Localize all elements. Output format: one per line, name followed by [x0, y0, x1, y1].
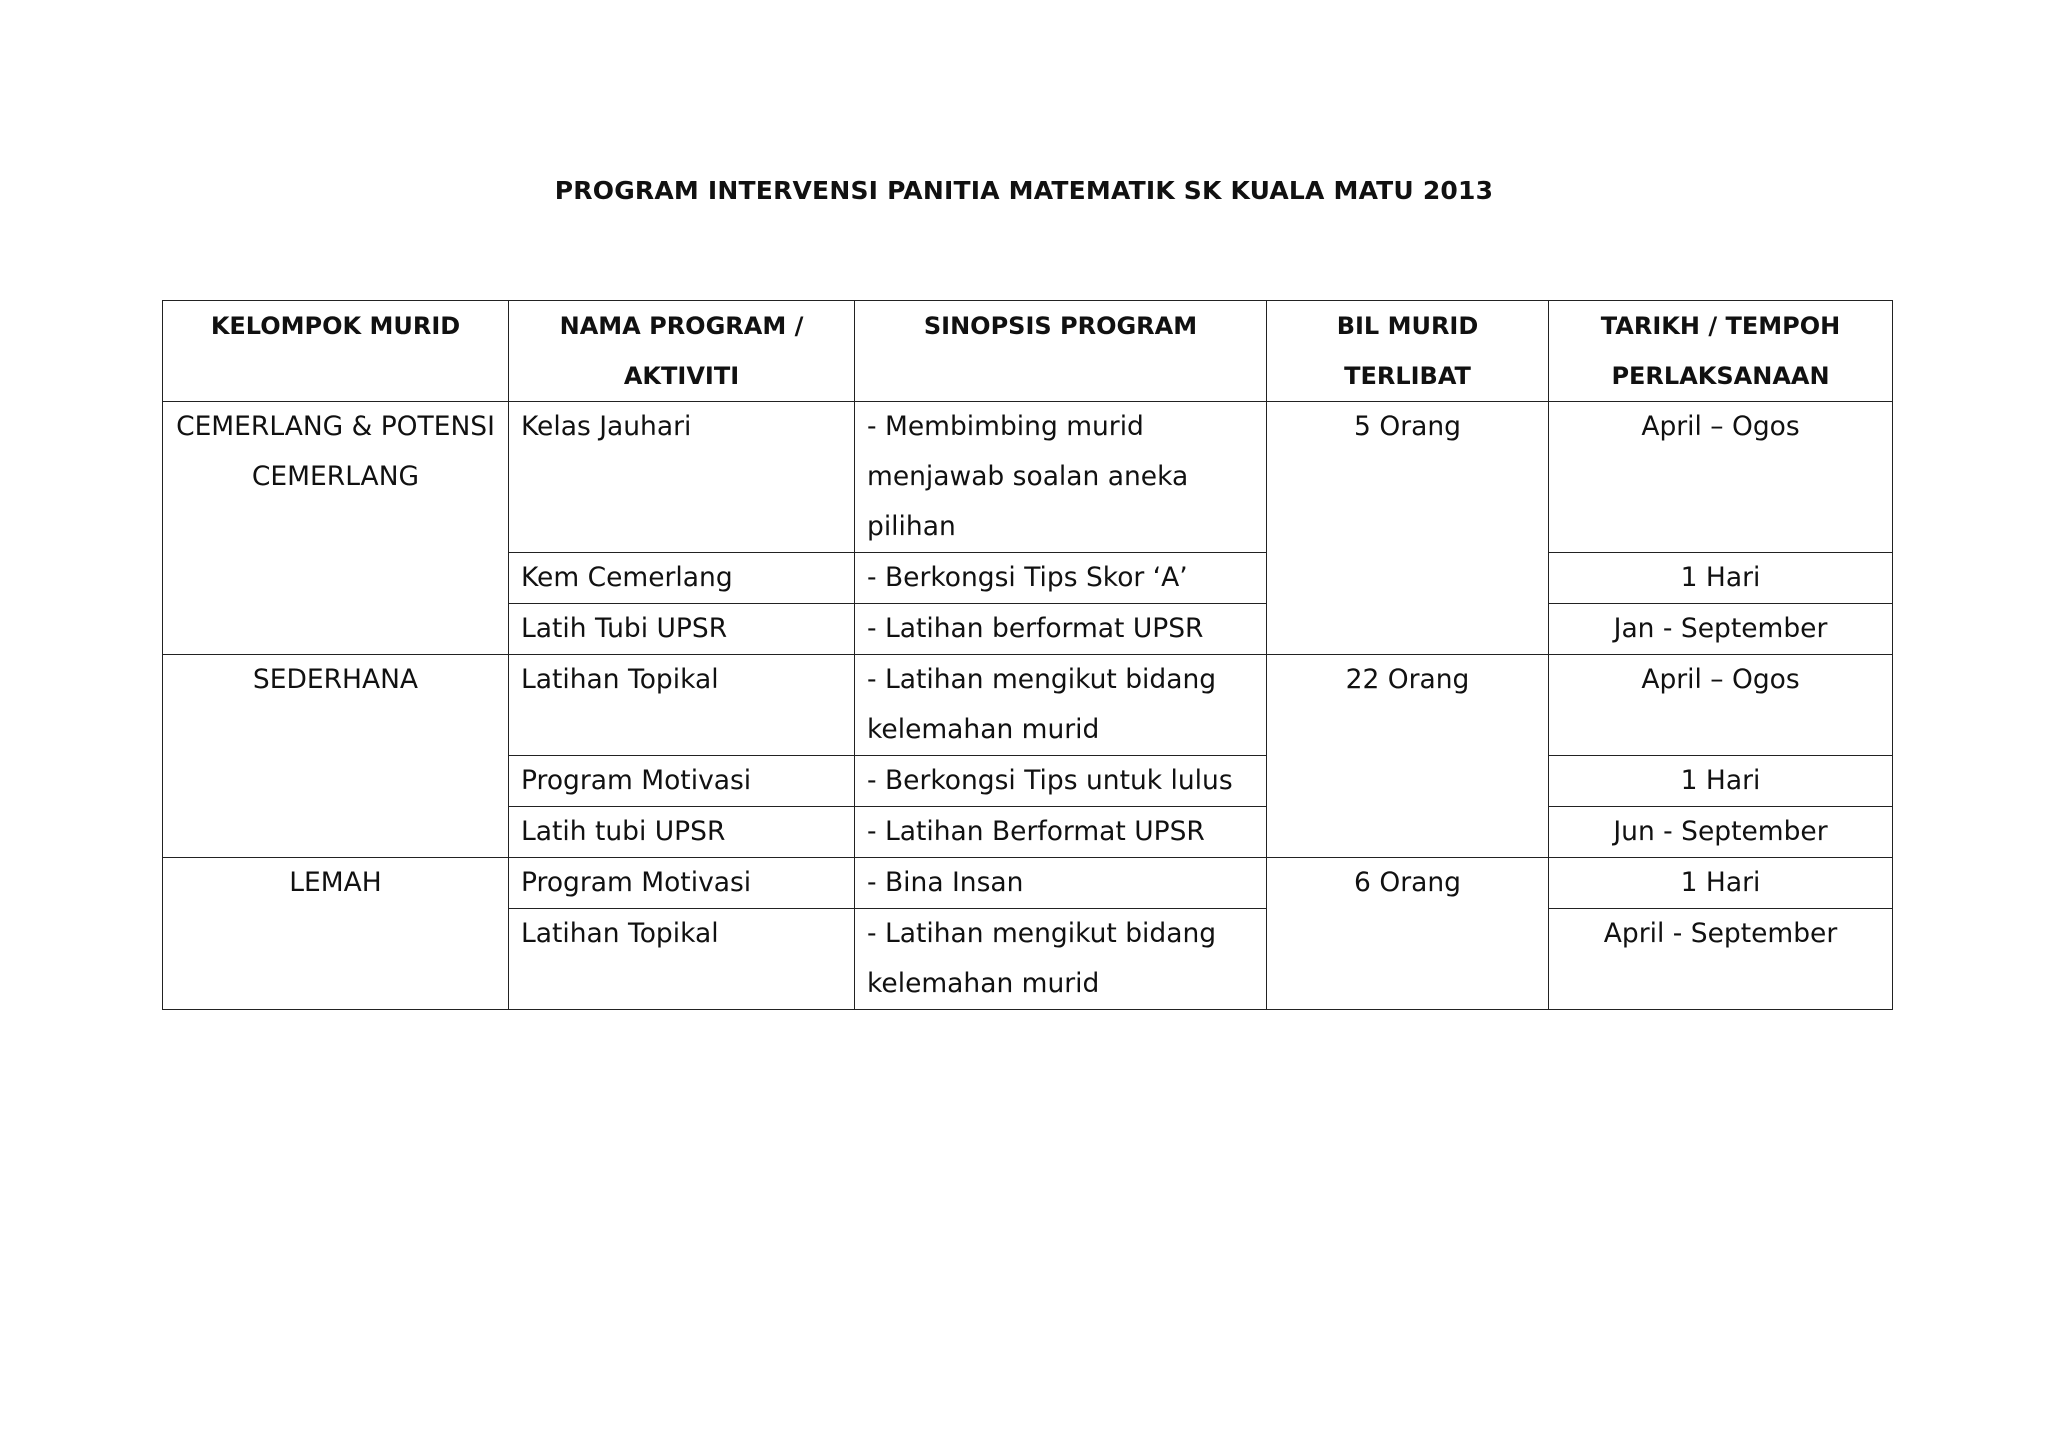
sinopsis-line: - Latihan mengikut bidang	[867, 918, 1217, 949]
tarikh-cell: Jun - September	[1549, 807, 1893, 858]
tarikh-cell: 1 Hari	[1549, 553, 1893, 604]
kelompok-cell-lemah: LEMAH	[163, 858, 509, 1010]
header-sinopsis-text: SINOPSIS PROGRAM	[923, 312, 1198, 340]
header-nama-line1: NAMA PROGRAM /	[559, 312, 804, 340]
sinopsis-cell: - Latihan Berformat UPSR	[855, 807, 1267, 858]
bil-murid-cell: 22 Orang	[1267, 655, 1549, 858]
tarikh-cell: Jan - September	[1549, 604, 1893, 655]
sinopsis-line: - Latihan mengikut bidang	[867, 664, 1217, 695]
kelompok-cell-sederhana: SEDERHANA	[163, 655, 509, 858]
header-kelompok-text: KELOMPOK MURID	[210, 312, 461, 340]
program-cell: Program Motivasi	[509, 756, 855, 807]
kelompok-cell-cemerlang	[163, 402, 509, 655]
sinopsis-line: - Membimbing murid	[867, 411, 1144, 442]
tarikh-cell: April – Ogos	[1549, 402, 1893, 553]
program-cell: Program Motivasi	[509, 858, 855, 909]
header-sinopsis-program	[855, 301, 1267, 402]
header-nama-line2: AKTIVITI	[623, 362, 740, 390]
table-row	[163, 858, 1893, 909]
program-cell: Latihan Topikal	[509, 655, 855, 756]
program-cell: Latih Tubi UPSR	[509, 604, 855, 655]
header-bil-text: BIL MURID TERLIBAT	[1336, 312, 1479, 390]
sinopsis-cell: - Bina Insan	[855, 858, 1267, 909]
kelompok-line2: CEMERLANG	[251, 461, 420, 492]
page-title: PROGRAM INTERVENSI PANITIA MATEMATIK SK KUALA MATU 2013	[554, 176, 1494, 205]
tarikh-cell: 1 Hari	[1549, 858, 1893, 909]
table-header-row	[163, 301, 1893, 402]
sinopsis-line: pilihan	[867, 511, 956, 542]
program-cell: Latih tubi UPSR	[509, 807, 855, 858]
header-tarikh-line1: TARIKH / TEMPOH	[1600, 312, 1841, 340]
table-row	[163, 402, 1893, 553]
header-nama-program	[509, 301, 855, 402]
sinopsis-cell	[855, 909, 1267, 1010]
sinopsis-cell	[855, 655, 1267, 756]
tarikh-cell: 1 Hari	[1549, 756, 1893, 807]
program-cell: Kelas Jauhari	[509, 402, 855, 553]
program-cell: Kem Cemerlang	[509, 553, 855, 604]
bil-murid-cell: 6 Orang	[1267, 858, 1549, 1010]
table-row	[163, 655, 1893, 756]
sinopsis-line: kelemahan murid	[867, 968, 1100, 999]
sinopsis-cell: - Latihan berformat UPSR	[855, 604, 1267, 655]
kelompok-line1: CEMERLANG & POTENSI	[176, 411, 495, 442]
header-tarikh-tempoh	[1549, 301, 1893, 402]
sinopsis-line: kelemahan murid	[867, 714, 1100, 745]
header-tarikh-line2: PERLAKSANAAN	[1611, 362, 1830, 390]
tarikh-cell: April – Ogos	[1549, 655, 1893, 756]
sinopsis-cell: - Berkongsi Tips Skor ‘A’	[855, 553, 1267, 604]
sinopsis-cell	[855, 402, 1267, 553]
sinopsis-line: menjawab soalan aneka	[867, 461, 1189, 492]
program-table	[162, 300, 1893, 1010]
program-cell: Latihan Topikal	[509, 909, 855, 1010]
sinopsis-cell: - Berkongsi Tips untuk lulus	[855, 756, 1267, 807]
header-bil-murid	[1267, 301, 1549, 402]
header-kelompok-murid	[163, 301, 509, 402]
tarikh-cell: April - September	[1549, 909, 1893, 1010]
bil-murid-cell: 5 Orang	[1267, 402, 1549, 655]
